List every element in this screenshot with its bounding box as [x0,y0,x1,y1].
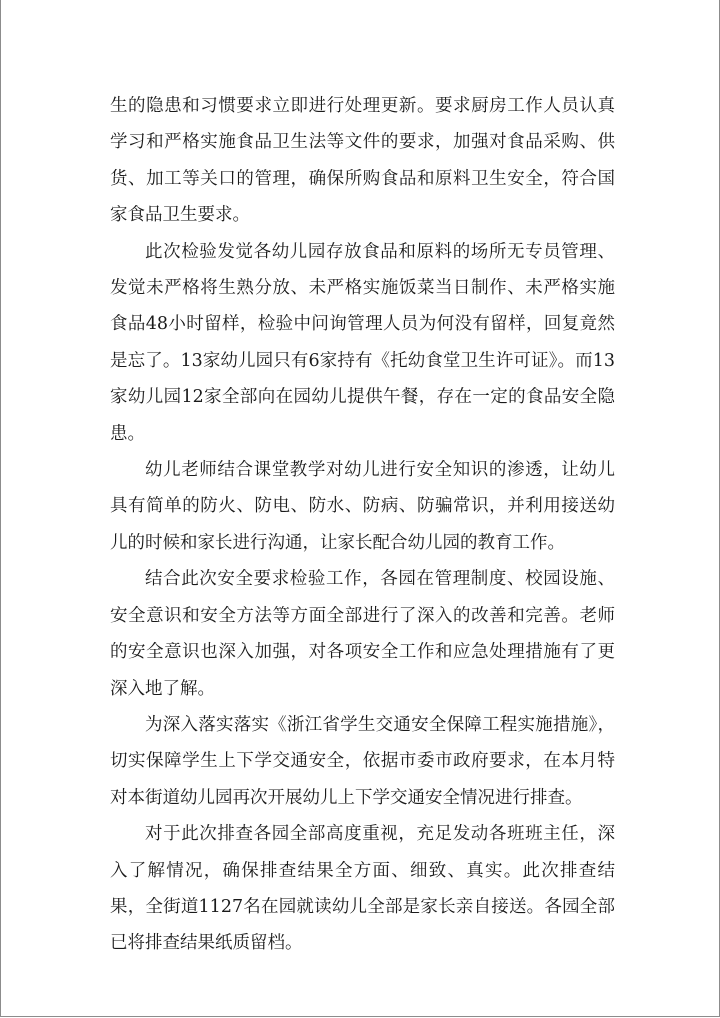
paragraph-3: 幼儿老师结合课堂教学对幼儿进行安全知识的渗透，让幼儿具有简单的防火、防电、防水、防病、防骗常识，并利用接送幼儿的时候和家长进行沟通，让家长配合幼儿园的教育工作。 [110,460,615,553]
paragraph-1: 生的隐患和习惯要求立即进行处理更新。要求厨房工作人员认真学习和严格实施食品卫生法等文件的要求，加强对食品采购、供货、加工等关口的管理，确保所购食品和原料卫生安全，符合国家食品卫生要求。 [110,96,615,226]
document-body [110,88,615,962]
paragraph-6: 对于此次排查各园全部高度重视，充足发动各班班主任，深入了解情况，确保排查结果全方面、细致、真实。此次排查结果，全街道1127名在园就读幼儿全部是家长亲自接送。各园全部已将排查结果纸质留档。 [110,824,615,954]
paragraph-2: 此次检验发觉各幼儿园存放食品和原料的场所无专员管理、发觉未严格将生熟分放、未严格实施饭菜当日制作、未严格实施食品48小时留样，检验中问询管理人员为何没有留样，回复竟然是忘了。13家幼儿园只有6家持有《托幼食堂卫生许可证》。而13家幼儿园12家全部向在园幼儿提供午餐，存在一定的食品安全隐患。 [110,241,615,444]
paragraph-4: 结合此次安全要求检验工作，各园在管理制度、校园设施、安全意识和安全方法等方面全部进行了深入的改善和完善。老师的安全意识也深入加强，对各项安全工作和应急处理措施有了更深入地了解。 [110,569,615,699]
paragraph-5: 为深入落实落实《浙江省学生交通安全保障工程实施措施》，切实保障学生上下学交通安全，依据市委市政府要求，在本月特对本街道幼儿园再次开展幼儿上下学交通安全情况进行排查。 [110,714,615,808]
